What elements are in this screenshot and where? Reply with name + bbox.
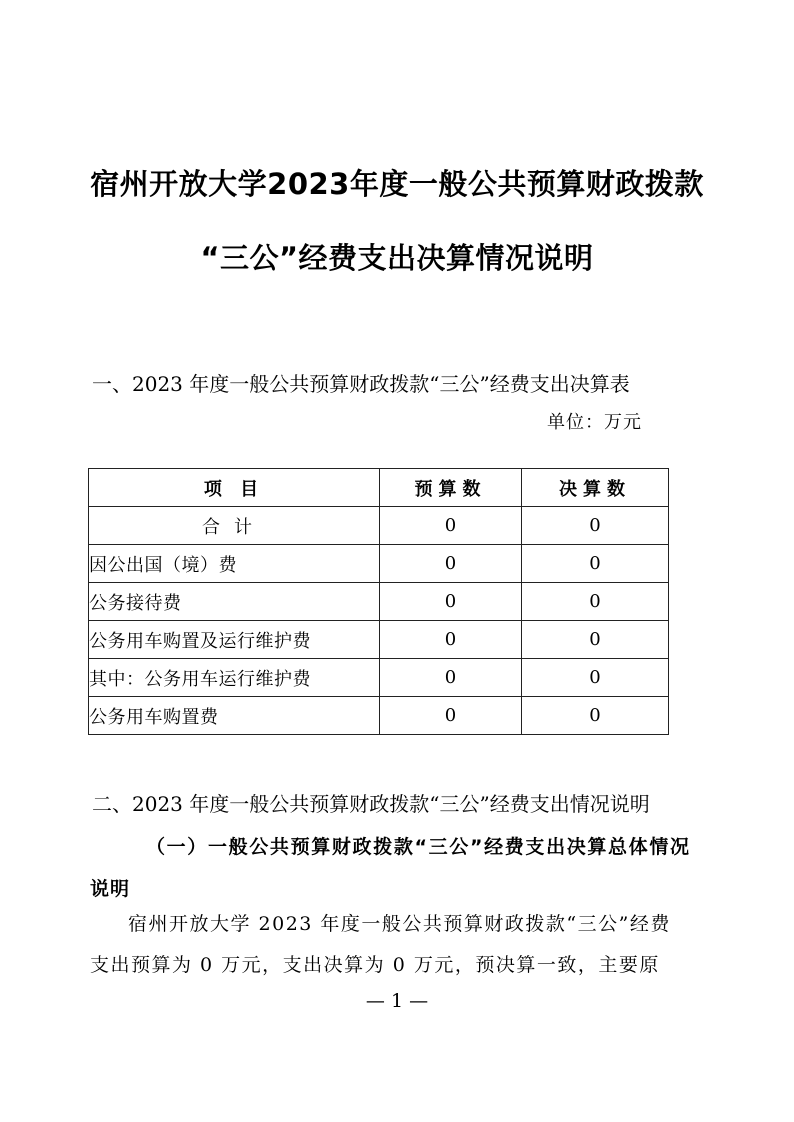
row-final: 0 <box>522 659 669 697</box>
row-budget: 0 <box>380 583 522 621</box>
row-final: 0 <box>522 621 669 659</box>
table-row-total <box>89 507 669 545</box>
section-2-heading: 二、2023 年度一般公共预算财政拨款“三公”经费支出情况说明 <box>92 792 650 816</box>
budget-table <box>88 468 669 735</box>
page-number: — 1 — <box>365 990 429 1012</box>
table-header-row <box>89 469 669 507</box>
table-row <box>89 545 669 583</box>
row-label: 公务接待费 <box>89 583 380 621</box>
row-label: 因公出国（境）费 <box>89 545 380 583</box>
row-budget: 0 <box>380 545 522 583</box>
row-final: 0 <box>522 697 669 735</box>
row-label: 公务用车购置及运行维护费 <box>89 621 380 659</box>
body-paragraph: 宿州开放大学 2023 年度一般公共预算财政拨款“三公”经费支出预算为 0 万元，支出决算为 0 万元，预决算一致，主要原 <box>90 913 671 976</box>
table-row <box>89 659 669 697</box>
row-final: 0 <box>522 545 669 583</box>
total-label: 合计 <box>89 507 380 545</box>
table-row <box>89 621 669 659</box>
header-item: 项 目 <box>89 469 380 507</box>
row-label: 其中：公务用车运行维护费 <box>89 659 380 697</box>
document-title-line-1: 宿州开放大学2023年度一般公共预算财政拨款 <box>90 167 704 201</box>
document-title-line-2: “三公”经费支出决算情况说明 <box>200 241 594 275</box>
row-budget: 0 <box>380 697 522 735</box>
header-final: 决算数 <box>522 469 669 507</box>
total-budget: 0 <box>380 507 522 545</box>
section-1-heading: 一、2023 年度一般公共预算财政拨款“三公”经费支出决算表 <box>92 372 630 396</box>
header-budget: 预算数 <box>380 469 522 507</box>
row-budget: 0 <box>380 621 522 659</box>
row-budget: 0 <box>380 659 522 697</box>
table-row <box>89 583 669 621</box>
subsection-1-heading: （一）一般公共预算财政拨款“三公”经费支出决算总体情况说明 <box>90 836 690 900</box>
row-label: 公务用车购置费 <box>89 697 380 735</box>
unit-label: 单位：万元 <box>547 412 642 433</box>
table-row <box>89 697 669 735</box>
row-final: 0 <box>522 583 669 621</box>
total-final: 0 <box>522 507 669 545</box>
